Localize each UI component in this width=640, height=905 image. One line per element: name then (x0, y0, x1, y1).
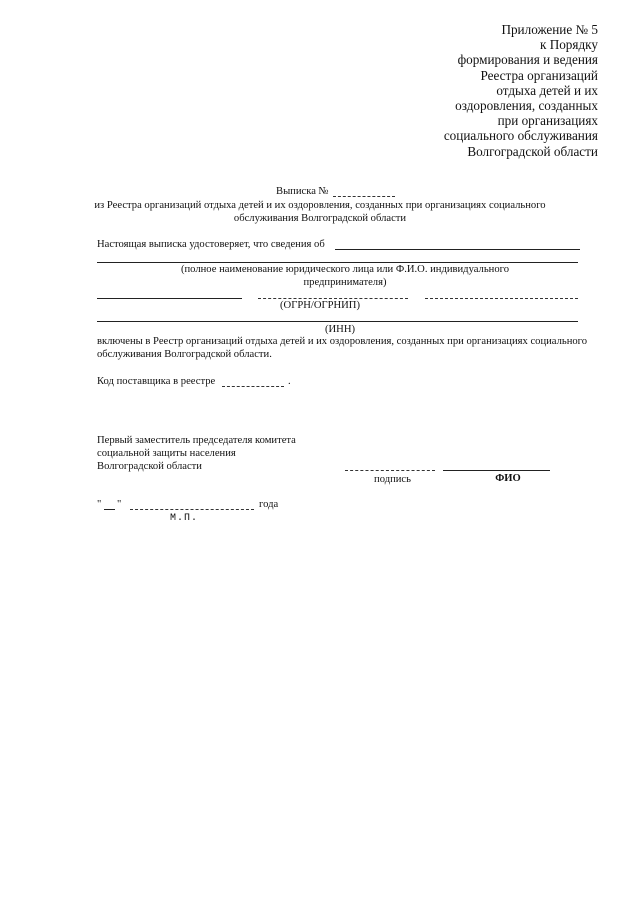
ogrn-blank-right (425, 298, 578, 299)
stamp-placeholder: М.П. (170, 513, 199, 524)
inn-caption: (ИНН) (324, 324, 355, 335)
certifies-text: Настоящая выписка удостоверяет, что сведения об (97, 239, 325, 250)
signatory-position-line: Волгоградской области (97, 461, 202, 472)
appendix-line: социального обслуживания (443, 128, 598, 144)
full-name-caption: ФИО (495, 473, 521, 484)
extract-subtitle-line: из Реестра организаций отдыха детей и их оздоровления, созданных при организациях социального (94, 200, 546, 211)
extract-subtitle-line: обслуживания Волгоградской области (233, 213, 407, 224)
supplier-code-blank (222, 386, 284, 387)
date-quote-open: " (97, 499, 102, 510)
appendix-line: при организациях (497, 113, 598, 129)
date-quote-close: " (117, 499, 122, 510)
date-day-blank (104, 509, 115, 510)
appendix-line: формирования и ведения (457, 52, 598, 68)
appendix-line: отдыха детей и их (496, 82, 598, 98)
appendix-header (368, 22, 598, 159)
name-caption (160, 263, 530, 289)
appendix-line: к Порядку (539, 37, 598, 53)
date-month-blank (130, 509, 254, 510)
signatory-position-line: Первый заместитель председателя комитета (97, 435, 296, 446)
signatory-position-line: социальной защиты населения (97, 448, 236, 459)
name-caption-line: (полное наименование юридического лица или Ф.И.О. индивидуального (180, 264, 509, 275)
signatory-position (97, 434, 357, 473)
year-word: года (259, 499, 279, 510)
supplier-code-label: Код поставщика в реестре (97, 376, 216, 387)
signature-caption: подпись (374, 474, 411, 485)
appendix-line: Реестра организаций (480, 67, 598, 83)
extract-subtitle (60, 199, 580, 225)
included-line: включены в Реестр организаций отдыха детей и их оздоровления, созданных при организациях социального (97, 336, 588, 347)
full-name-blank (443, 470, 550, 471)
extract-title: Выписка № (276, 186, 329, 197)
extract-number-blank (333, 196, 395, 197)
included-text (97, 335, 607, 361)
organization-name-blank (335, 249, 580, 250)
ogrn-caption: (ОГРН/ОГРНИП) (280, 300, 360, 311)
appendix-line: оздоровления, созданных (455, 98, 598, 114)
name-caption-line: предпринимателя) (303, 277, 387, 288)
ogrn-blank-left (97, 298, 242, 299)
signature-blank (345, 470, 435, 471)
appendix-line: Приложение № 5 (501, 22, 598, 37)
included-line: обслуживания Волгоградской области. (97, 349, 272, 360)
supplier-code-dot: . (288, 376, 291, 387)
inn-blank (97, 321, 578, 322)
appendix-line: Волгоградской области (467, 143, 598, 159)
